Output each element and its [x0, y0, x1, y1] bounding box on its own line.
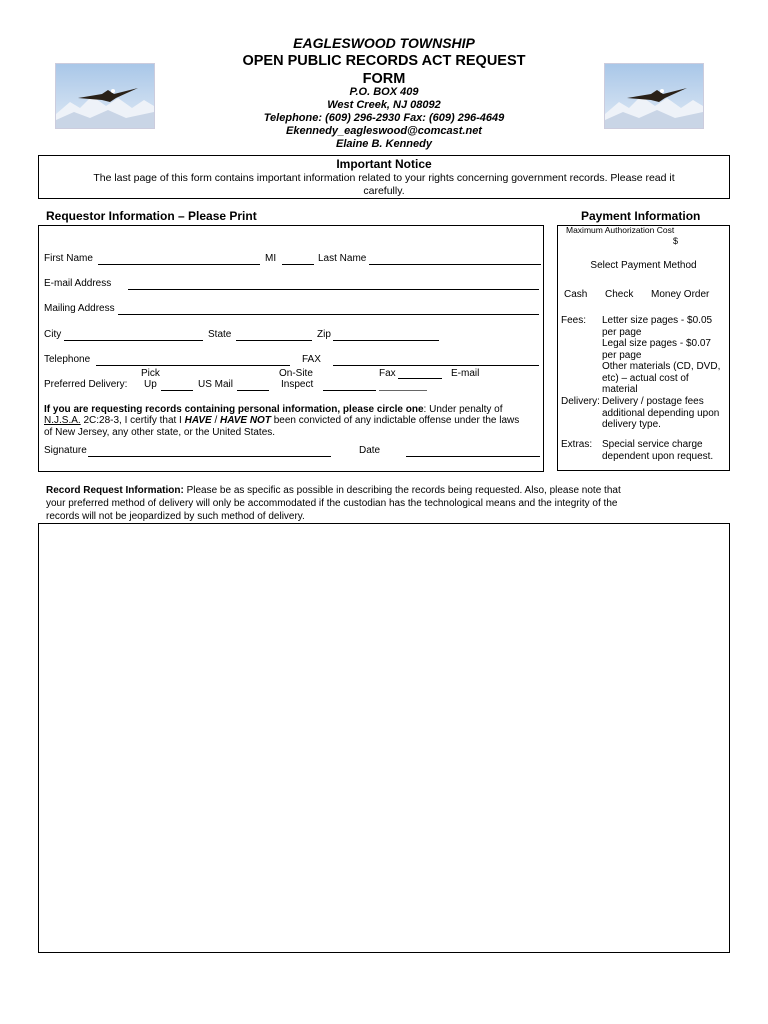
mi-field[interactable] — [282, 264, 314, 265]
township-name: EAGLESWOOD TOWNSHIP — [293, 35, 475, 51]
have-option[interactable]: HAVE — [184, 415, 212, 426]
delivery-line: delivery type. — [602, 419, 661, 430]
cash-option[interactable]: Cash — [564, 289, 588, 300]
money-order-option[interactable]: Money Order — [651, 289, 710, 300]
city-label: City — [44, 329, 62, 340]
fee-line: per page — [602, 349, 642, 361]
important-notice-box — [38, 155, 730, 199]
fee-line: material — [602, 384, 638, 395]
record-request-line3: records will not be jeopardized by such method of delivery. — [46, 511, 305, 522]
fee-line: Letter size pages - $0.05 — [602, 315, 713, 326]
extras-label: Extras: — [561, 439, 593, 450]
mi-label: MI — [265, 253, 277, 264]
select-payment-label: Select Payment Method — [590, 260, 697, 271]
email-label: E-mail Address — [44, 278, 112, 289]
signature-label: Signature — [44, 445, 87, 456]
dollar-sign: $ — [673, 236, 679, 246]
record-request-line2: your preferred method of delivery will only be accommodated if the custodian has the technological means and the integrity of the — [46, 498, 618, 509]
on-site-label: On-Site — [279, 368, 313, 379]
fees-list — [602, 315, 720, 396]
record-request-textarea[interactable] — [38, 523, 730, 953]
po-box: P.O. BOX 409 — [349, 86, 419, 98]
record-request-line1 — [46, 485, 621, 497]
email-option-field[interactable] — [379, 390, 427, 391]
delivery-list — [602, 396, 719, 431]
requestor-heading: Requestor Information – Please Print — [46, 209, 257, 223]
record-request-label: Record Request Information: — [46, 485, 184, 496]
pick-label: Pick — [141, 368, 160, 379]
last-name-field[interactable] — [369, 264, 541, 265]
max-auth-label: Maximum Authorization Cost — [566, 225, 675, 235]
statute-reference: N.J.S.A. — [44, 415, 81, 426]
certification-after-bold: : Under penalty of — [423, 404, 503, 415]
preferred-delivery-label: Preferred Delivery: — [44, 379, 128, 390]
fee-line: Legal size pages - $0.07 — [602, 338, 711, 349]
first-name-field[interactable] — [98, 264, 260, 265]
notice-heading: Important Notice — [336, 157, 432, 171]
mailing-address-label: Mailing Address — [44, 303, 115, 314]
fax-option-label: Fax — [379, 368, 396, 379]
zip-field[interactable] — [333, 340, 439, 341]
us-mail-field[interactable] — [237, 390, 269, 391]
telephone-label: Telephone — [44, 354, 91, 365]
last-name-label: Last Name — [318, 253, 367, 264]
phone-line: Telephone: (609) 296-2930 Fax: (609) 296-4649 — [263, 112, 505, 124]
certification-line3: of New Jersey, any other state, or the United States. — [44, 427, 276, 438]
delivery-label: Delivery: — [561, 396, 600, 407]
form-title-line2: FORM — [362, 71, 406, 87]
fee-line: per page — [602, 326, 642, 338]
email-field[interactable] — [128, 289, 539, 290]
state-field[interactable] — [236, 340, 312, 341]
fee-line: etc) – actual cost of — [602, 372, 689, 384]
record-request-text: Please be as specific as possible in describing the records being requested. Also, please note that — [183, 485, 621, 496]
have-not-option[interactable]: HAVE NOT — [220, 415, 271, 426]
telephone-field[interactable] — [96, 365, 290, 366]
delivery-line: additional depending upon — [602, 407, 720, 419]
fax-label: FAX — [302, 354, 321, 365]
extras-list — [602, 439, 713, 462]
fax-option-field[interactable] — [398, 378, 442, 379]
notice-text-line2: carefully. — [363, 185, 405, 197]
fee-line: Other materials (CD, DVD, — [602, 361, 721, 372]
pick-up-field[interactable] — [161, 390, 193, 391]
eagle-image-right — [604, 63, 704, 129]
email-option-label: E-mail — [451, 368, 480, 379]
certification-text-b: been convicted of any indictable offense under the laws — [270, 415, 520, 426]
us-mail-label: US Mail — [198, 379, 234, 390]
date-field[interactable] — [406, 456, 540, 457]
city-field[interactable] — [64, 340, 203, 341]
form-title: OPEN PUBLIC RECORDS ACT REQUEST — [242, 53, 526, 69]
certification-line1 — [44, 404, 502, 416]
delivery-line: Delivery / postage fees — [602, 396, 704, 407]
mailing-address-field[interactable] — [118, 314, 539, 315]
fax-field[interactable] — [333, 365, 539, 366]
clerk-name: Elaine B. Kennedy — [336, 138, 432, 150]
first-name-label: First Name — [44, 253, 93, 264]
extras-line: dependent upon request. — [602, 450, 714, 462]
certification-text-a: 2C:28-3, I certify that I — [80, 415, 185, 426]
date-label: Date — [359, 445, 381, 456]
notice-text-line1: The last page of this form contains important information related to your rights concerning government records. Please read it — [93, 172, 675, 184]
city-line: West Creek, NJ 08092 — [327, 99, 441, 111]
certification-bold: If you are requesting records containing personal information, please circle one — [44, 404, 424, 415]
up-label: Up — [144, 379, 157, 390]
fees-label: Fees: — [561, 315, 587, 326]
extras-line: Special service charge — [602, 439, 703, 450]
on-site-inspect-field[interactable] — [323, 390, 376, 391]
have-slash: / — [211, 415, 221, 426]
inspect-label: Inspect — [281, 379, 314, 390]
eagle-image-left — [55, 63, 155, 129]
signature-field[interactable] — [88, 456, 331, 457]
certification-line2 — [44, 415, 519, 427]
payment-heading: Payment Information — [581, 209, 701, 223]
zip-label: Zip — [317, 329, 331, 340]
state-label: State — [208, 329, 232, 340]
email-line: Ekennedy_eagleswood@comcast.net — [286, 125, 482, 137]
check-option[interactable]: Check — [605, 289, 634, 300]
